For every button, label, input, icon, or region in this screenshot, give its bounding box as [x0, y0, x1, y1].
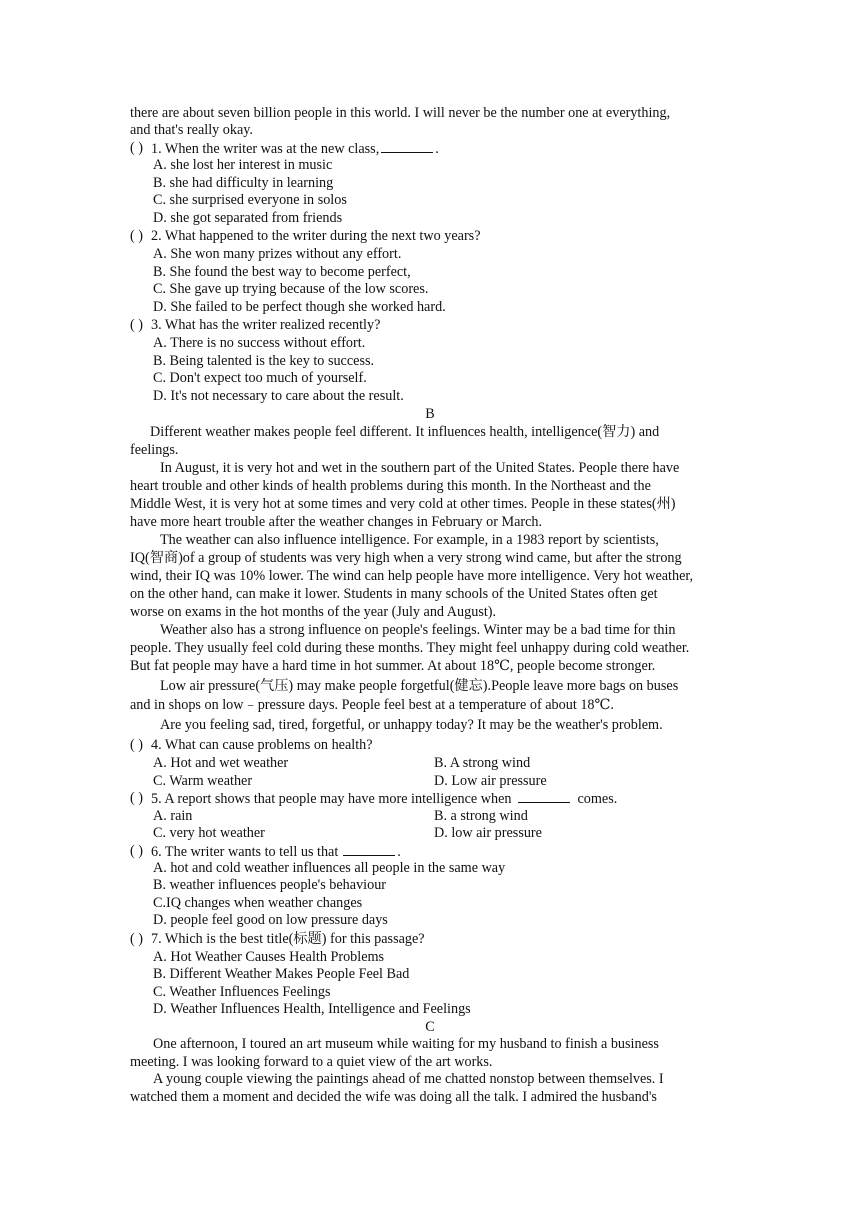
option: C. Don't expect too much of yourself. [153, 370, 367, 386]
passage-b-line: Middle West, it is very hot at some times and very cold at other times. People in these states(州) [130, 496, 676, 512]
passage-b-line: people. They usually feel cold during these months. They might feel unhappy during cold weather. [130, 640, 690, 656]
option: A. hot and cold weather influences all people in the same way [153, 860, 506, 876]
passage-c-line: A young couple viewing the paintings ahead of me chatted nonstop between themselves. I [153, 1071, 664, 1087]
answer-paren[interactable]: ( ) [130, 737, 143, 753]
question-4-stem: 4. What can cause problems on health? [151, 737, 373, 753]
passage-b-line: Different weather makes people feel different. It influences health, intelligence(智力) and [150, 424, 660, 440]
answer-blank [381, 140, 433, 153]
passage-b-line: Are you feeling sad, tired, forgetful, or unhappy today? It may be the weather's problem. [160, 717, 663, 733]
section-heading: C [425, 1019, 435, 1035]
option: D. people feel good on low pressure days [153, 912, 388, 928]
passage-c-line: watched them a moment and decided the wife was doing all the talk. I admired the husband's [130, 1089, 657, 1105]
option: D. Weather Influences Health, Intelligence and Feelings [153, 1001, 471, 1017]
question-5-stem [151, 790, 617, 808]
answer-blank [343, 843, 395, 856]
passage-a-line: and that's really okay. [130, 122, 253, 138]
question-stem-text: 1. When the writer was at the new class, [151, 141, 380, 157]
option: A. She won many prizes without any effort. [153, 246, 402, 262]
option: B. Being talented is the key to success. [153, 353, 375, 369]
question-3-stem: 3. What has the writer realized recently? [151, 317, 381, 333]
option: D. It's not necessary to care about the result. [153, 388, 404, 404]
option: B. weather influences people's behaviour [153, 877, 387, 893]
question-stem-end: . [397, 844, 401, 860]
option: C. she surprised everyone in solos [153, 192, 347, 208]
option: C. very hot weather [153, 825, 265, 841]
passage-b-line: heart trouble and other kinds of health problems during this month. In the Northeast and the [130, 478, 651, 494]
option: B. Different Weather Makes People Feel Bad [153, 966, 410, 982]
answer-blank [518, 790, 570, 803]
passage-b-line: feelings. [130, 442, 179, 458]
question-6-stem [151, 843, 401, 861]
option: B. a strong wind [434, 808, 528, 824]
passage-b-line: and in shops on low﹣pressure days. People feel best at a temperature of about 18℃. [130, 697, 614, 713]
option: C. Warm weather [153, 773, 253, 789]
passage-c-line: meeting. I was looking forward to a quiet view of the art works. [130, 1054, 493, 1070]
question-stem-end: . [435, 141, 439, 157]
passage-b-line: worse on exams in the hot months of the year (July and August). [130, 604, 497, 620]
option: C. Weather Influences Feelings [153, 984, 331, 1000]
answer-paren[interactable]: ( ) [130, 140, 143, 156]
passage-b-line: Low air pressure(气压) may make people forgetful(健忘).People leave more bags on buses [160, 678, 679, 694]
option: B. she had difficulty in learning [153, 175, 334, 191]
passage-c-line: One afternoon, I toured an art museum while waiting for my husband to finish a business [153, 1036, 659, 1052]
question-7-stem: 7. Which is the best title(标题) for this passage? [151, 931, 425, 947]
option: D. She failed to be perfect though she worked hard. [153, 299, 446, 315]
passage-b-line: In August, it is very hot and wet in the southern part of the United States. People there have [160, 460, 680, 476]
passage-b-line: Weather also has a strong influence on people's feelings. Winter may be a bad time for thin [160, 622, 676, 638]
passage-b-line: IQ(智商)of a group of students was very high when a very strong wind came, but after the strong [130, 550, 682, 566]
question-1-stem [151, 140, 439, 158]
answer-paren[interactable]: ( ) [130, 843, 143, 859]
passage-a-line: there are about seven billion people in this world. I will never be the number one at everything, [130, 105, 671, 121]
option: A. Hot Weather Causes Health Problems [153, 949, 385, 965]
answer-paren[interactable]: ( ) [130, 228, 143, 244]
option: A. rain [153, 808, 193, 824]
option: D. she got separated from friends [153, 210, 343, 226]
option: D. Low air pressure [434, 773, 547, 789]
option: C. She gave up trying because of the low scores. [153, 281, 429, 297]
answer-paren[interactable]: ( ) [130, 790, 143, 806]
passage-b-line: have more heart trouble after the weather changes in February or March. [130, 514, 543, 530]
question-stem-end: comes. [577, 791, 618, 807]
option: A. Hot and wet weather [153, 755, 289, 771]
option: D. low air pressure [434, 825, 542, 841]
answer-paren[interactable]: ( ) [130, 931, 143, 947]
passage-b-line: on the other hand, can make it lower. Students in many schools of the United States often get [130, 586, 658, 602]
passage-b-line: But fat people may have a hard time in hot summer. At about 18℃, people become stronger. [130, 658, 656, 674]
option: A. There is no success without effort. [153, 335, 366, 351]
answer-paren[interactable]: ( ) [130, 317, 143, 333]
question-2-stem: 2. What happened to the writer during the next two years? [151, 228, 481, 244]
option: B. She found the best way to become perfect, [153, 264, 411, 280]
question-stem-text: 6. The writer wants to tell us that [151, 844, 339, 860]
section-heading: B [425, 406, 435, 422]
option: B. A strong wind [434, 755, 531, 771]
option: A. she lost her interest in music [153, 157, 333, 173]
question-stem-text: 5. A report shows that people may have more intelligence when [151, 791, 512, 807]
passage-b-line: wind, their IQ was 10% lower. The wind can help people have more intelligence. Very hot weather, [130, 568, 694, 584]
option: C.IQ changes when weather changes [153, 895, 363, 911]
passage-b-line: The weather can also influence intelligence. For example, in a 1983 report by scientists, [160, 532, 659, 548]
